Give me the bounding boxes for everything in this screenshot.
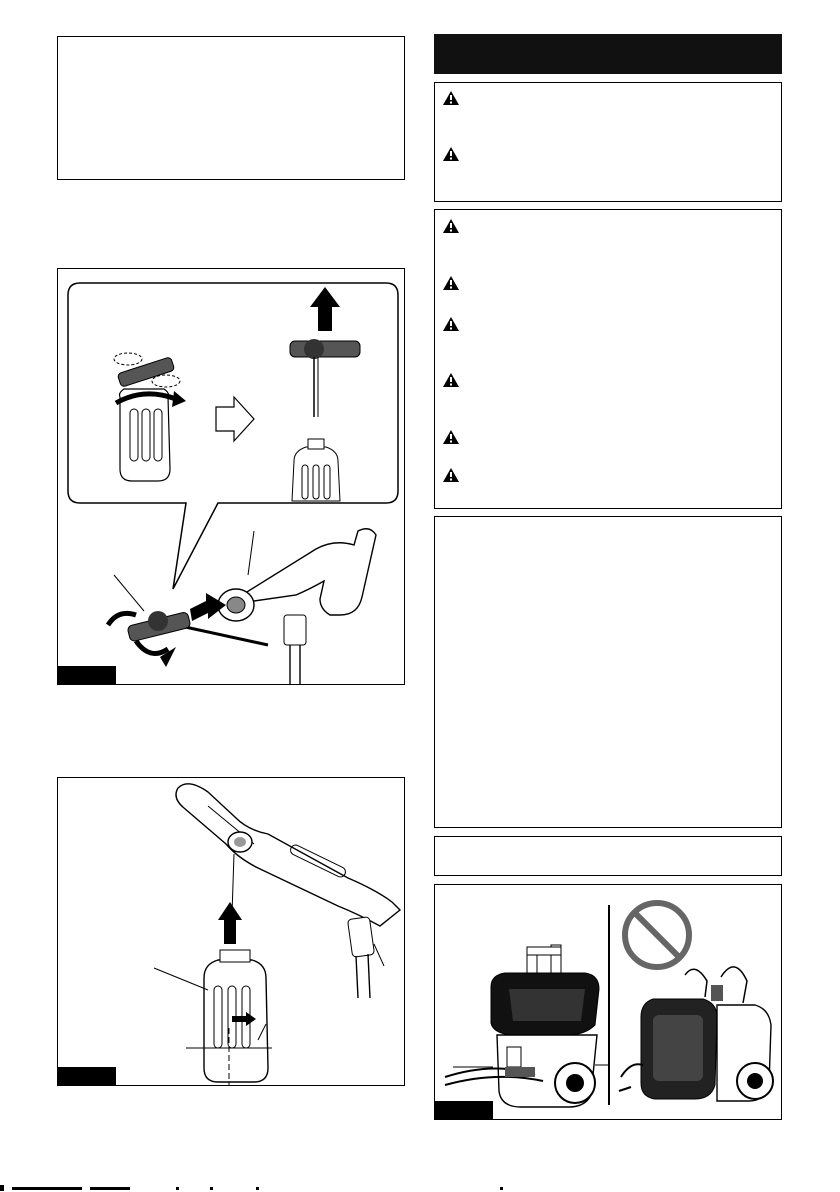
warning-item <box>443 91 465 105</box>
figure-3 <box>434 884 782 1120</box>
foam-bottle <box>186 950 272 1086</box>
figure-1 <box>57 268 405 685</box>
text-box-text <box>435 517 781 533</box>
spray-gun-body <box>176 784 400 926</box>
warning-triangle-icon <box>443 373 459 387</box>
figure-3-tag <box>435 1101 493 1119</box>
warning-item <box>443 373 465 387</box>
warning-triangle-icon <box>443 276 459 290</box>
warning-triangle-icon <box>443 219 459 233</box>
warning-item <box>443 317 465 331</box>
note-box-right-text <box>435 837 781 853</box>
lance-nozzle <box>108 575 268 667</box>
warning-triangle-icon <box>443 430 459 444</box>
prohibited-circle-icon <box>625 903 689 967</box>
figure-3-illustration <box>435 885 782 1120</box>
spray-gun <box>218 529 376 685</box>
warning-box-2 <box>434 209 782 509</box>
warning-triangle-icon <box>443 147 459 161</box>
warning-item <box>443 147 465 161</box>
warning-item <box>443 276 465 290</box>
page-footer-strip <box>0 1183 840 1192</box>
section-title-bar <box>434 34 782 74</box>
note-box <box>57 36 405 180</box>
warning-triangle-icon <box>443 317 459 331</box>
text-box <box>434 516 782 828</box>
warning-box-1 <box>434 82 782 202</box>
warning-item <box>443 219 465 233</box>
pressure-washer-tipped <box>619 967 773 1101</box>
warning-item <box>443 468 465 482</box>
warning-item <box>443 430 465 444</box>
figure-2 <box>57 777 405 1086</box>
pressure-washer-upright <box>445 945 609 1107</box>
figure-1-illustration <box>58 269 405 685</box>
figure-2-illustration <box>58 778 405 1086</box>
warning-triangle-icon <box>443 91 459 105</box>
warning-triangle-icon <box>443 468 459 482</box>
note-box-text <box>58 37 404 53</box>
figure-2-tag <box>58 1067 116 1085</box>
note-box-right <box>434 836 782 876</box>
up-arrow-icon <box>224 918 236 944</box>
figure-1-tag <box>58 666 116 684</box>
